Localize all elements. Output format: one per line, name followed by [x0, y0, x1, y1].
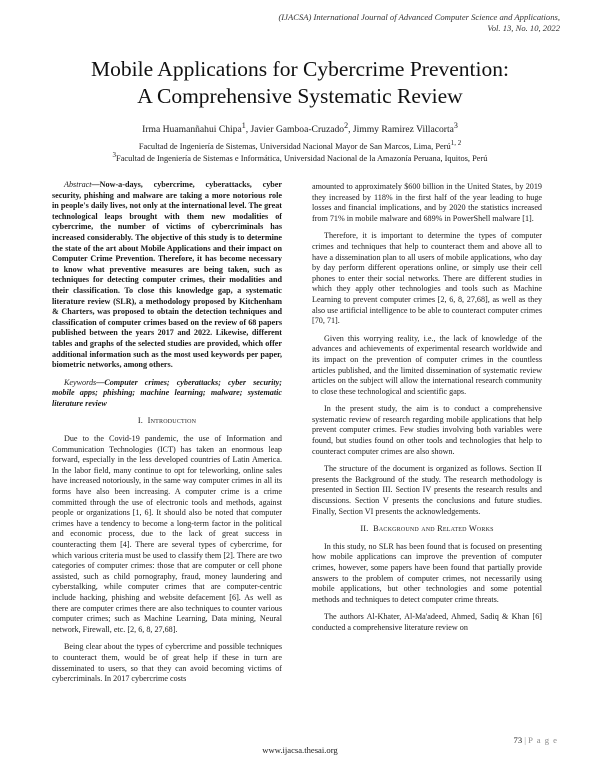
- paragraph: Due to the Covid-19 pandemic, the use of Information and Communication Technologies (ICT) has taken an enormous leap forward, especially in the less developed countries of Latin America. In the labor field, many continue to opt for teleworking, online sales have increased notoriously, in the same way computer crimes in all its forms have also been increasing. A computer crime is a crime committed through the use of electronic tools and methods, against people or organizations [1, 6]. It should also be noted that computer crimes have a tendency to become a long-term factor in the political and economic process, due to the lack of great success in counteracting them [4]. There are several types of cybercrime, for which various criteria must be used to classify them [2]. There are two categories of computer crimes: those that are computer or cell phone assisted, such as child pornography, fraud, money laundering and cyberstalking, while computer crimes that are computer-centric include hacking, phishing and website defacement [6]. As well as there are computer crimes there are also techniques to counter various computer crimes; such as Machine Learning, Data mining, Neural network, Firewall, etc. [2, 6, 8, 27,68].: [52, 434, 282, 634]
- page-number: [514, 735, 558, 745]
- author-name: Irma Huamanñahui Chipa: [142, 124, 242, 136]
- journal-volume: Vol. 13, No. 10, 2022: [487, 23, 560, 33]
- paragraph: The structure of the document is organized as follows. Section II presents the Background of the study. The research methodology is presented in Section III. Section IV presents the research results and discussions. Section V presents the conclusions and future studies. Finally, Section VI presents the acknowledgements.: [312, 464, 542, 516]
- left-column: [52, 180, 282, 692]
- affiliation-sup: 1, 2: [450, 139, 462, 147]
- author-name: Javier Gamboa-Cruzado: [250, 124, 345, 136]
- affiliation-text: Facultad de Ingeniería de Sistemas e Informática, Universidad Nacional de la Amazonía Peruana, Iquitos, Perú: [116, 153, 488, 163]
- journal-header: [160, 12, 560, 34]
- keywords-label: Keywords: [64, 377, 97, 387]
- section-title: Introduction: [147, 416, 197, 426]
- author-sup: 2: [344, 121, 349, 130]
- keywords: [52, 378, 282, 410]
- section-heading-background: [312, 524, 542, 535]
- author-sup: 1: [241, 121, 246, 130]
- affiliation-2: [30, 150, 570, 164]
- abstract-text: Now-a-days, cybercrime, cyberattacks, cyber security, phishing and malware are taking a more notorious role in people's daily lives, not only at the international level. The great technological leaps brought with them new modalities of cybercrime, the number of victims of cybercriminals has increased considerably. The objective of this study is to determine the state of the art about Mobile Applications and their impact on Computer Crime Prevention. Therefore, it has become necessary to know what preventive measures are being taken, such as techniques for detecting computer crimes, their modalities and their classification. To close this knowledge gap, a systematic literature review (SLR), a methodology proposed by Kitchenham & Charters, was proposed to obtain the detection techniques and classification of computer crimes based on the review of 68 papers published between the years 2017 and 2022. Likewise, different tables and graphs of the selected studies are provided, which offer additional information such as the most used keywords per paper, biometric networks, among others.: [52, 180, 282, 370]
- author-sup: 3: [453, 121, 458, 130]
- affiliation-text: Facultad de Ingeniería de Sistemas, Universidad Nacional Mayor de San Marcos, Lima, Perú: [138, 141, 451, 151]
- paper-title: [30, 56, 570, 110]
- affiliation-sup: 3: [112, 151, 117, 159]
- right-column: [312, 182, 542, 641]
- abstract-label: Abstract: [64, 180, 92, 189]
- keywords-dash: —: [96, 377, 105, 387]
- page-number-value: 73: [513, 735, 523, 745]
- paragraph: Therefore, it is important to determine the types of computer crimes and techniques that help to counteract them and above all to have a dissemination plan to all users of mobile applications, who day by day perform different operations online, or simply use their cell phones to enter their social networks. There are different studies in which they apply other technologies and tools such as Machine Learning to prevent computer crimes [2, 6, 8, 27,68], as well as they also use artificial intelligence to be able to counteract computer crimes [70, 71].: [312, 231, 542, 326]
- author-list: Irma Huamanñahui Chipa$^1$, Javier Gamboa-Cruzado$^2$, Jimmy Ramirez Villacorta$^3$: [142, 121, 458, 136]
- section-title: Background and Related Works: [373, 524, 494, 534]
- paragraph: Being clear about the types of cybercrime and possible techniques to counteract them, would be of great help if these in turn are disseminated to users, so that they can avoid becoming victims of cybercriminals. In 2017 cybercrime costs: [52, 642, 282, 684]
- author-name: Jimmy Ramirez Villacorta: [352, 124, 454, 136]
- abstract-dash: —: [91, 180, 100, 189]
- abstract: [52, 180, 282, 371]
- paper-title-line1: Mobile Applications for Cybercrime Prevention:: [91, 57, 509, 81]
- journal-url: www.ijacsa.thesai.org: [262, 745, 338, 755]
- paragraph: In this study, no SLR has been found that is focused on presenting how mobile applications can improve the prevention of computer crimes, however, some papers have been found that partially provide answers to the problem of computer crimes, not necessarily using mobile applications, but other technologies and some potential methods and techniques to detect computer crime threats.: [312, 541, 542, 604]
- page-separator: |: [524, 735, 526, 745]
- paragraph: In the present study, the aim is to conduct a comprehensive systematic review of research regarding mobile applications that help prevent computer crimes. Few studies involving both variables were found, but studies found on other tools and technologies that help to counteract computer crimes are also shown.: [312, 404, 542, 456]
- paragraph: The authors Al-Khater, Al-Ma'adeed, Ahmed, Sadiq & Khan [6] conducted a comprehensive literature review on: [312, 612, 542, 632]
- paragraph: amounted to approximately $600 billion in the United States, by 2019 they increased by 118% in the first half of the year leading to huge losses and financial implications, and by 2020 the statistics increased from 71% in mobile malware and 689% in PowerShell malware [1].: [312, 182, 542, 223]
- keywords-text: Computer crimes; cyberattacks; cyber security; mobile apps; phishing; machine learning; malware; systematic literature review: [52, 377, 282, 408]
- page-word: P a g e: [528, 735, 558, 745]
- section-number: I.: [137, 416, 144, 426]
- paper-title-line2: A Comprehensive Systematic Review: [137, 84, 463, 108]
- section-number: II.: [360, 524, 369, 534]
- section-heading-introduction: [52, 416, 282, 427]
- journal-name: (IJACSA) International Journal of Advanced Computer Science and Applications,: [278, 12, 560, 22]
- paragraph: Given this worrying reality, i.e., the lack of knowledge of the advances and achievements of experimental research worldwide and its impact on the prevention of computer crimes in the countless articles published, and the limited dissemination of systematic review articles on the subject will allow the international research community to close these technological and scientific gaps.: [312, 333, 542, 396]
